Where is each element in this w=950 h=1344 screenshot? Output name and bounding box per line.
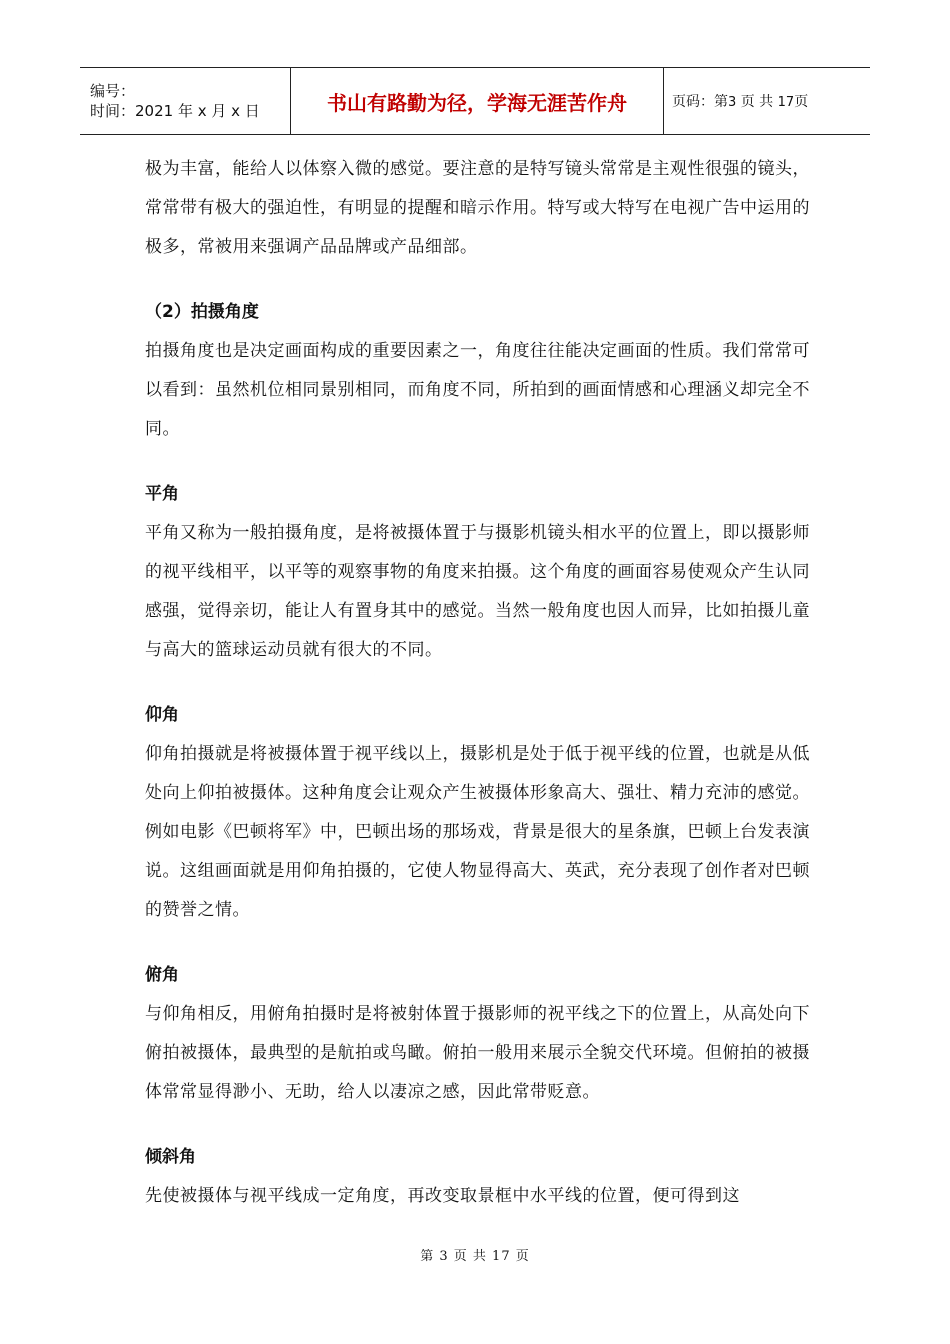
page-total: 17	[777, 95, 795, 110]
level-angle-paragraph: 平角又称为一般拍摄角度，是将被摄体置于与摄影机镜头相水平的位置上，即以摄影师的视平线相平，以平等的观察事物的角度来拍摄。这个角度的画面容易使观众产生认同感强，觉得亲切，能让人有置身其中的感觉。当然一般角度也因人而异，比如拍摄儿童与高大的篮球运动员就有很大的不同。	[145, 523, 810, 660]
low-angle-paragraph: 仰角拍摄就是将被摄体置于视平线以上，摄影机是处于低于视平线的位置，也就是从低处向上仰拍被摄体。这种角度会让观众产生被摄体形象高大、强壮、精力充沛的感觉。例如电影《巴顿将军》中，巴顿出场的那场戏，背景是很大的星条旗，巴顿上台发表演说。这组画面就是用仰角拍摄的，它使人物显得高大、英武，充分表现了创作者对巴顿的赞誉之情。	[145, 744, 810, 920]
heading-low-angle: 仰角	[145, 705, 179, 725]
section-heading-shooting-angle: （2）拍摄角度	[145, 302, 259, 322]
document-number-label: 编号：	[90, 82, 136, 100]
high-angle-paragraph: 与仰角相反，用俯角拍摄时是将被射体置于摄影师的祝平线之下的位置上，从高处向下俯拍被摄体，最典型的是航拍或鸟瞰。俯拍一般用来展示全貌交代环境。但俯拍的被摄体常常显得渺小、无助，给人以凄凉之感，因此常带贬意。	[145, 1004, 810, 1102]
page-prefix: 页码：第	[672, 94, 728, 110]
document-date: 时间：2021 年 x 月 x 日	[90, 102, 260, 120]
page-suffix: 页	[794, 94, 809, 110]
heading-level-angle: 平角	[145, 484, 179, 504]
tilt-angle-paragraph: 先使被摄体与视平线成一定角度，再改变取景框中水平线的位置，便可得到这	[145, 1186, 740, 1206]
intro-paragraph: 极为丰富，能给人以体察入微的感觉。要注意的是特写镜头常常是主观性很强的镜头，常常带有极大的强迫性，有明显的提醒和暗示作用。特写或大特写在电视广告中运用的极多，常被用来强调产品品牌或产品细部。	[145, 159, 810, 257]
shooting-angle-paragraph: 拍摄角度也是决定画面构成的重要因素之一，角度往往能决定画面的性质。我们常常可以看到：虽然机位相同景别相同，而角度不同，所拍到的画面情感和心理涵义却完全不同。	[145, 341, 810, 439]
page-mid: 页 共	[740, 94, 774, 110]
page-footer: 第 3 页 共 17 页	[420, 1249, 530, 1264]
header-left	[80, 68, 291, 135]
header-page-indicator	[664, 68, 871, 135]
document-body	[145, 150, 810, 1216]
heading-tilt-angle: 倾斜角	[145, 1147, 196, 1167]
header-motto: 书山有路勤为径，学海无涯苦作舟	[291, 68, 664, 135]
page-header	[80, 67, 870, 135]
heading-high-angle: 俯角	[145, 965, 179, 985]
page-current: 3	[728, 95, 737, 110]
